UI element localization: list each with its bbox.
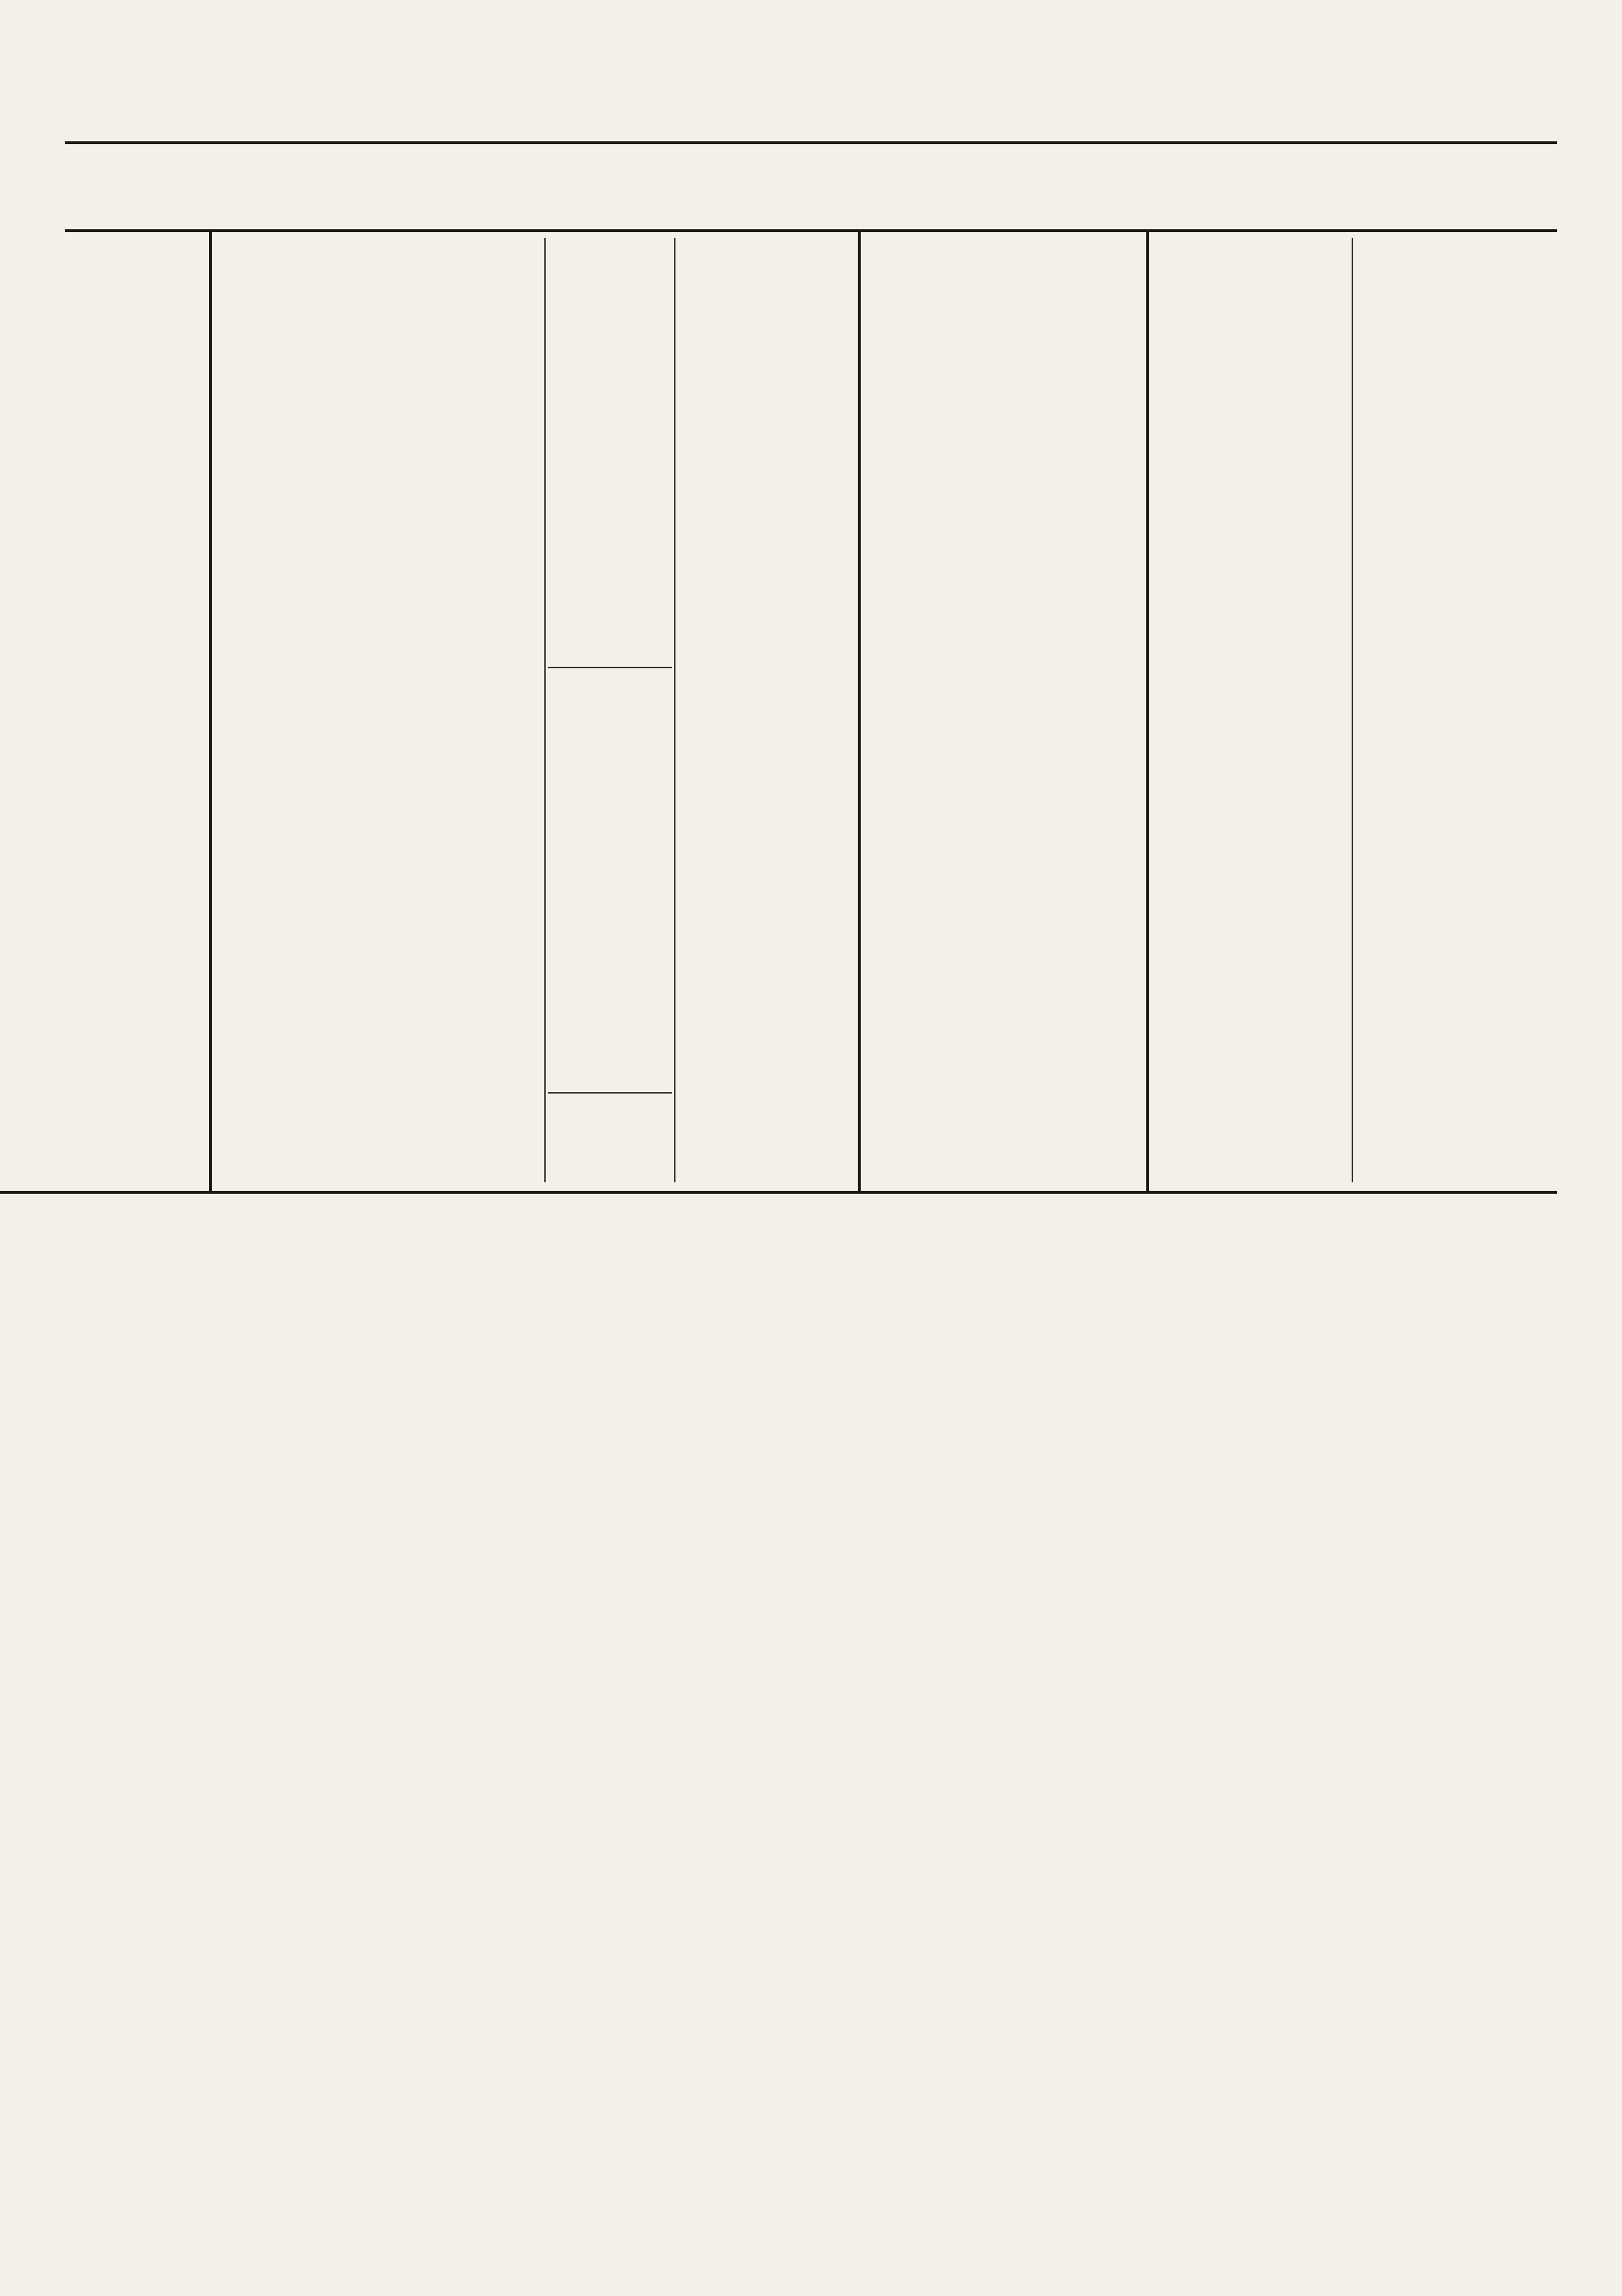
divider — [1352, 238, 1353, 1182]
vocational-school-ad — [1355, 238, 1557, 1189]
divider — [65, 229, 1557, 232]
tobacco-ad — [678, 238, 854, 1189]
kangji-body — [238, 151, 901, 223]
kangji-hospital-ad — [65, 147, 1557, 226]
fuchu-school — [368, 238, 476, 1189]
masthead — [65, 101, 1557, 144]
divider — [1146, 232, 1149, 1191]
army-notice — [1153, 238, 1348, 1189]
divider — [858, 232, 861, 1191]
zhongshan-final — [548, 241, 672, 1186]
date-line — [123, 105, 1557, 141]
girls-school — [476, 238, 544, 1189]
divider — [674, 238, 675, 1182]
divider — [544, 238, 546, 1182]
ma-hengji-ad — [865, 238, 1143, 1189]
divider — [548, 667, 672, 668]
divider — [0, 1191, 1557, 1194]
divider — [209, 232, 212, 1191]
kangji-title — [908, 147, 1543, 226]
divider — [548, 1092, 672, 1094]
